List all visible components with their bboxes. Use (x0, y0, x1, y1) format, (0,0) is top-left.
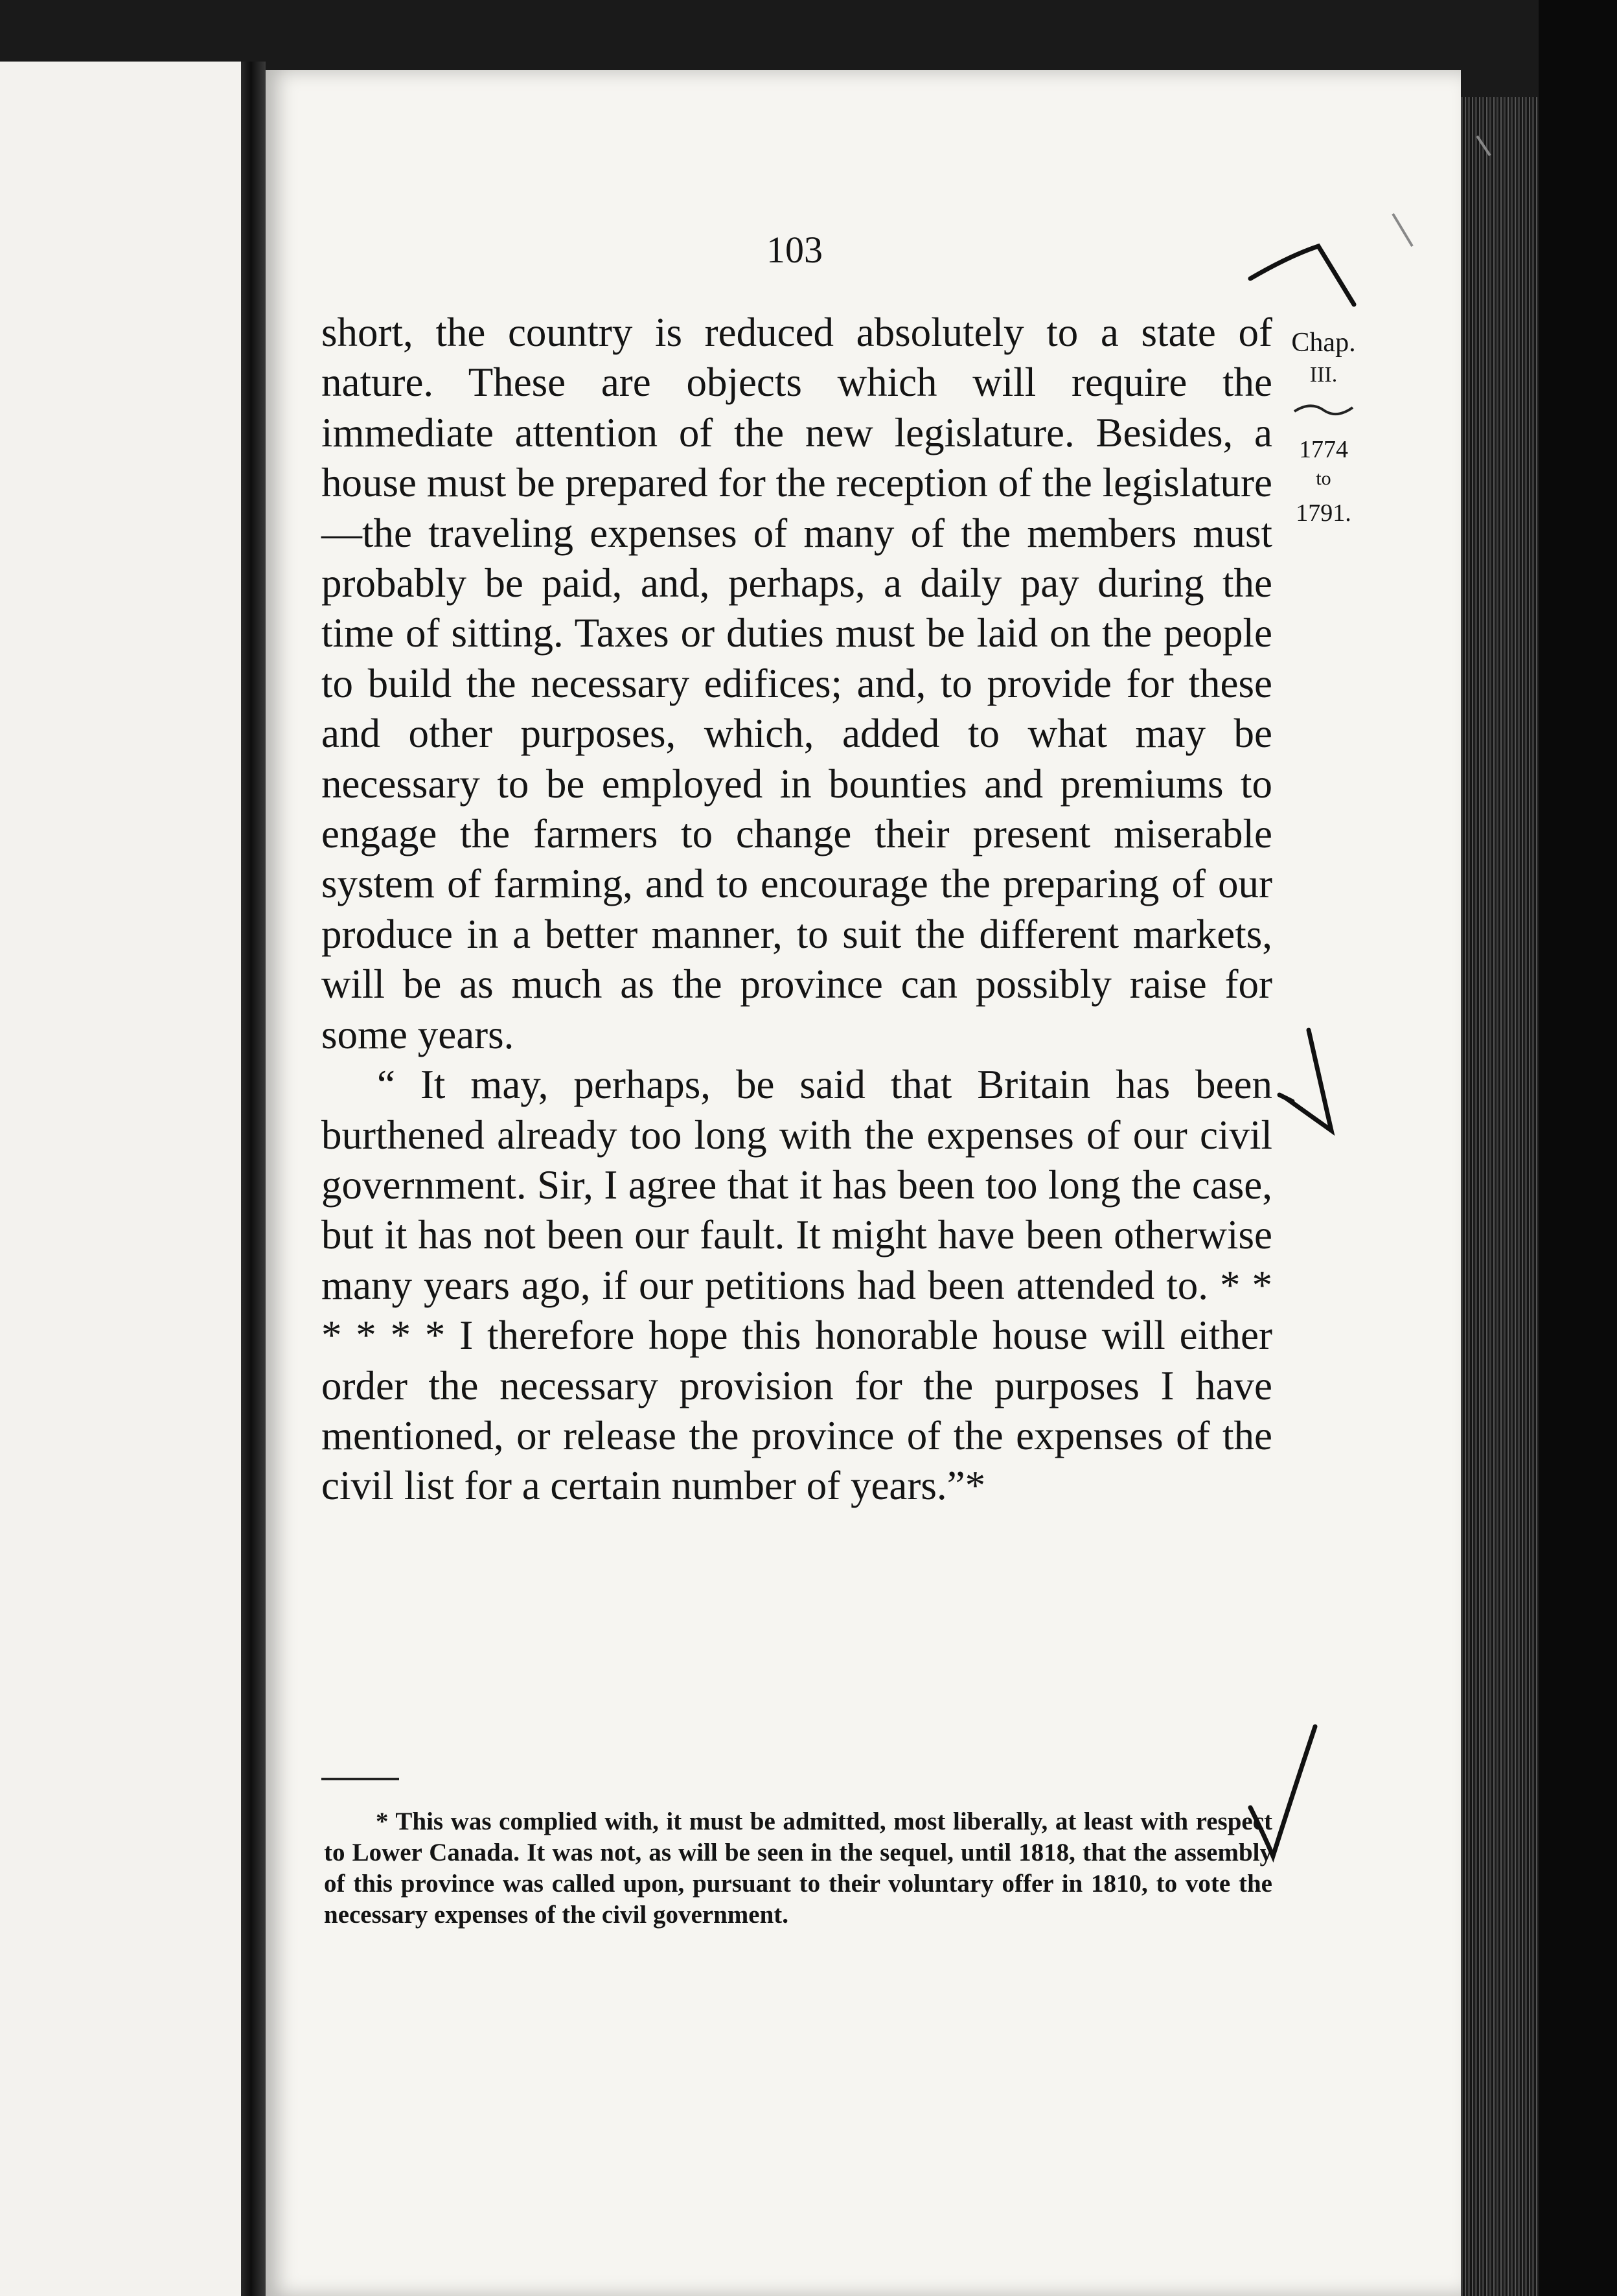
side-note-chapter-number: III. (1309, 363, 1338, 387)
side-note-chapter: Chap. (1291, 328, 1356, 358)
side-note-year-start: 1774 (1299, 436, 1348, 463)
paragraph: “ It may, perhaps, be said that Britain has been burthened already too long with the expenses of our civil government. Sir, I agree that it has been too long the case, but it has not been our fault. It might have been otherwise many years ago, if our petitions had been attended to. * * * * * * I therefore hope this honorable house will either order the necessary provision for the purposes I have mentioned, or release the province of the expenses of the civil list for a certain number of years.”* (321, 1062, 1272, 1509)
page-number: 103 (766, 229, 823, 271)
pencil-bracket-mark (1250, 246, 1354, 304)
side-note-to: to (1316, 468, 1331, 489)
side-note-year-end: 1791. (1296, 499, 1351, 527)
paragraph: short, the country is reduced absolutely to a state of nature. These are objects which will require the immediate attention of the new legislature. Besides, a house must be prepared for the reception of the legislature—the traveling expenses of many of the members must probably be paid, and, perhaps, a daily pay during the time of sitting. Taxes or duties must be laid on the people to build the necessary edifices; and, to provide for these and other purposes, which, added to what may be necessary to be employed in bounties and premiums to engage the farmers to change their present miserable system of farming, and to encourage the preparing of our produce in a better manner, to suit the different markets, will be as much as the province can possibly raise for some years. (321, 310, 1272, 1057)
pencil-check-mark (1250, 1727, 1315, 1856)
footnote-text: * This was complied with, it must be admitted, most liberally, at least with respect to Lower Canada. It was not, as will be seen in the sequel, until 1818, that the assembly of this province was called upon, pursuant to their voluntary offer in 1810, to vote the necessary expenses of the civil government. (324, 1808, 1272, 1929)
pencil-angle-mark (1279, 1030, 1331, 1131)
scan-debris (1393, 136, 1490, 246)
